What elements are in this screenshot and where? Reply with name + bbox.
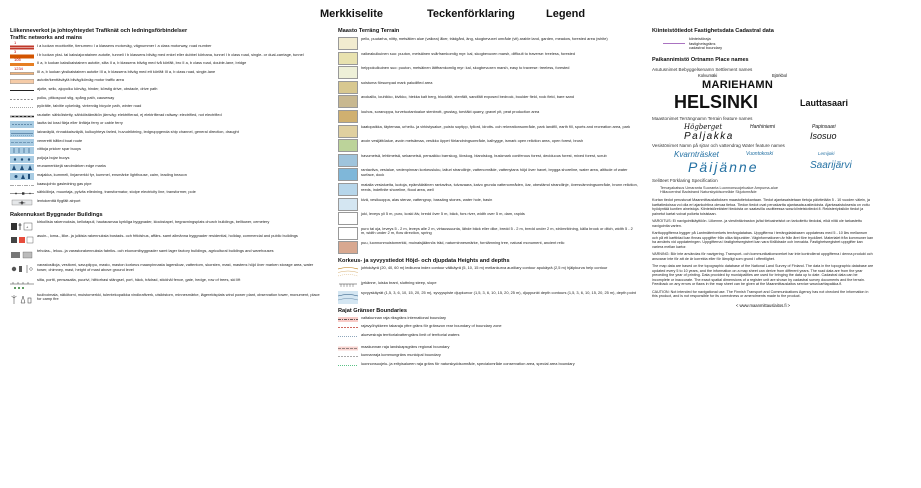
legend-text: puro tai oja, leveys 5 - 2 m, leveys alle 2 m, virtaussuunta, lähde bäck eller dike, bredd 5 - 2 m, bredd under 2 m, strömriktning, källa brook or ditch, width 5 - 2 m, width under 2 m, flow direction, spring xyxy=(361,225,633,236)
terrain-row xyxy=(338,241,638,254)
terrain-swatch xyxy=(338,37,358,50)
terrain-swatch xyxy=(338,81,358,94)
legend-row xyxy=(10,164,320,171)
lemijoki-label: Lemijoki xyxy=(818,151,835,157)
road-number: 1234 xyxy=(14,65,23,71)
legend-row xyxy=(10,199,320,206)
legend-text: asuin-, loma-, liike- ja julkisia rakennuksia bostads- och fritidshus, affärs- samt allmänna byggnader residential, holiday, commercial and public buildings xyxy=(37,233,298,239)
terrain-list xyxy=(338,37,638,254)
legend-row xyxy=(338,324,638,331)
water-samples xyxy=(652,148,892,178)
legend-text: maakunnan raja landskapsgräns regional boundary xyxy=(361,343,450,349)
legend-row xyxy=(10,182,320,189)
terrain-swatch xyxy=(338,66,358,79)
legend-row xyxy=(338,281,638,289)
regional-boundary-symbol xyxy=(338,345,358,352)
place-names-heading: Paikannimistö Ortnamn Place names xyxy=(652,57,749,64)
footer-url: < www.maanmittauslaitos.fi > xyxy=(735,302,791,308)
ferry-symbol xyxy=(10,121,34,128)
terrain-swatch xyxy=(338,168,358,181)
legend-row xyxy=(10,190,320,197)
legend-row xyxy=(10,130,320,137)
legend-text: veneretti båtled boat route xyxy=(37,137,83,143)
spec-row-2: Hiilaocentral Badstrand Naturskyddsområde Skjutområde xyxy=(660,190,757,195)
legend-row xyxy=(338,345,638,352)
legend-row xyxy=(10,113,320,120)
terrain-row xyxy=(338,37,638,50)
terrain-swatch xyxy=(338,241,358,254)
terrain-row xyxy=(338,212,638,225)
relief-list xyxy=(338,266,638,303)
legend-text: II a, b luokan kaksikaistainen autotie, silta II a, b klassens bilväg med två körfält, bro II a, b class road, double-lane, bridge xyxy=(37,60,247,66)
legend-row xyxy=(338,333,638,340)
territorial-waters-symbol xyxy=(338,333,358,340)
factory-building-icon xyxy=(10,249,34,262)
legend-row xyxy=(10,263,320,276)
drive-path-symbol xyxy=(10,87,34,94)
terrain-swatch xyxy=(338,52,358,65)
legend-text: pyörätie, talvitie cykelväg, vinterväg bicycle path, winter road xyxy=(37,103,142,109)
hanhiniemi-label: Hanhiniemi xyxy=(750,124,776,131)
terrain-row xyxy=(338,198,638,211)
legend-row xyxy=(662,37,892,51)
terrain-row xyxy=(338,95,638,108)
traffic-heading-fi: Liikenneverkot ja johtoyhteydet Trafiknät och ledningsförbindelser xyxy=(10,28,188,34)
legend-text: polku, pitkospuut stig, spång path, causeway xyxy=(37,94,115,100)
terrain-swatch xyxy=(338,139,358,152)
property-heading: Kiinteistötiedot Fastighetsdata Cadastral data xyxy=(652,28,774,34)
settlement-samples xyxy=(652,72,892,116)
legend-text: ajotie, selic, ajopolku körväg, hinder, körstig drive, obstacle, drive path xyxy=(37,85,158,91)
traffic-heading xyxy=(10,28,320,42)
legend-row xyxy=(10,87,320,94)
note-paragraph: The map data are based on the topographic database of the National Land Survey of Finland. The data in the topographic database are updated every 5 to 10 years, and the information on a map sheet can derive from different years. The road data are from the year preceding the year of printing. Data provided by municipalities are used for bringing the data up to date. Cadastral data can be incomplete or inaccurate. The exact spatial dimensions of a register unit are shown by cadastral survey documents and the terrain. Feedback on any errors or flaws in the map sheet can be given at the Maanmittauslaitos service www.karttapaikka.fi. xyxy=(652,264,874,287)
terrain-heading: Maasto Terräng Terrain xyxy=(338,28,400,34)
note-paragraph: VAROITUS: Ei navigointikäyttöön. Liikenne- ja viestintäviraston ja/tai tietoaineistot on tarkoitettu tiedoksi, eikä niitä ole tarkastettu navigointia varten. xyxy=(652,219,863,228)
kolvumaki-label: Kolvumäki xyxy=(698,73,718,79)
path-symbol xyxy=(10,96,34,103)
legend-text: havumetsä, lehtimetsä, sekametsä, pensaikko barrskog, lövskog, blandskog, buskmark coniferous forest, deciduous forest, mixed forest, scrub xyxy=(361,152,607,158)
saarijarvi-label: Saarijärvi xyxy=(810,160,852,172)
terrain-row xyxy=(338,227,638,240)
fence-icon xyxy=(10,278,34,291)
kvarntrasket-label: Kvarnträsket xyxy=(674,150,719,160)
info-column xyxy=(652,28,892,308)
legend-text: rantaviiva, vesialue, vedenpinnan korkeusluku, laituri strandlinje, vattenområde, vattenytans höjd över havet, brygga shoreline, water area, altitude of water surface, dock xyxy=(361,167,628,178)
depth-contour-symbol xyxy=(338,291,358,304)
legend-row xyxy=(338,266,638,279)
terrain-row xyxy=(338,183,638,196)
terrain-row xyxy=(338,168,638,181)
note-paragraph: VARNING: Bör inte användas för navigering. Transport- och kommunikationsverket har inte kontrollerat uppgifterna i denna produkt och ansvarar inte för att de är korrekta eller för lämpligt som grund i offentlighet. xyxy=(652,252,873,261)
note-paragraph: Kortan tiedot perustuvat Maanmittauslaitoksen maastotietokantaan. Tiedot ajantasaistetaan tietoja päivitetään 5 - 10 vuoden välein, ja karttatiedoissa voi olla eri ajankohtina olevaa tietoa. Tiedon tiedot ovat peruskartta ajantasaisuustiedoista. Ajantasaistuksesta on voitu hyödyntää kuntien aineistoja. Kiinteistörekisteri tiedoista on saatavilla osoitteessa www.kiinteistotiedot.fi. Rekisteriyksikön tiedot ja painetut kartat voivat poiketa toisistaan. xyxy=(652,198,870,216)
legend-text: pello, puutarha, niitty, metsätien alue (valkea) åker, trädgård, äng, skogbevuxet område (vit) arable land, garden, meadow, forested area (white) xyxy=(361,36,608,41)
vuontokoski-label: Vuontokoski xyxy=(746,151,774,158)
legend-row xyxy=(338,316,638,323)
specification-label: Selitteet Förklaring Specification xyxy=(652,178,718,184)
legend-row xyxy=(10,57,320,68)
legend-text: johtokäyrä (20, 40, 60 m) ledkurva index contour välikäyrä (5, 10, 15 m) mellankurva auxiliary contour apukäyrä (2,5 m) hjälpkurva help contour xyxy=(361,265,608,271)
legend-row xyxy=(10,173,320,180)
legend-row xyxy=(338,291,638,304)
terrain-row xyxy=(338,52,638,65)
legend-row xyxy=(10,234,320,247)
residential-building-icon xyxy=(10,234,34,247)
legend-text: kirkollisia rakennuksia, kellotapuli, hautausmaa kyrkliga byggnader, klockstapel, begravningsplats church buildings, belltower, cemetery xyxy=(37,218,270,224)
boundaries-list xyxy=(338,316,638,369)
legend-text: jyrkänne, luiska brant, sluttning steep, slope xyxy=(361,279,437,285)
paljakka-label: Paljakka xyxy=(684,131,734,143)
church-icon xyxy=(10,220,34,233)
legend-text: aluevesiraja territorialvattengräns limit of territorial waters xyxy=(361,331,460,337)
legend-text: laivaväylä, rinnakkaisväylä, kulkuyhteys farled, huvudriktning, ledgruppgenda ship channel, general direction, draught xyxy=(37,128,239,134)
legend-text: lautta tai lossi färja eller linfärja ferry or cable ferry xyxy=(37,120,123,126)
legend-text: III a, b luokan yksikaistainen autotie III a, b klassens bilväg med ett körfält III a, b class road, single-lane xyxy=(37,68,216,74)
legend-text: silta, portti, pensasaita, puurivi, hiittorhasi stängsel, port, häck, trädrad, stickhäl fence, gate, hedge, row of trees, ski lift xyxy=(37,277,241,283)
legend-row xyxy=(10,278,320,291)
power-line-symbol xyxy=(10,190,34,197)
relief-heading: Korkeus- ja syvyystiedot Höjd- och djupdata Heights and depths xyxy=(338,258,510,265)
legend-text: avokallio, louhikko, kivikko, hiekka kalt berg, blockfält, stenfält, sandfält exposed bedrock, boulder field, rock field, bare sand xyxy=(361,94,575,100)
legend-row xyxy=(338,362,638,369)
municipal-boundary-symbol xyxy=(338,353,358,360)
airport-icon xyxy=(10,199,34,206)
motor-traffic-area-symbol xyxy=(10,78,34,85)
conservation-area-symbol xyxy=(338,362,358,369)
legend-text: valtakunnan raja riksgräns international boundary xyxy=(361,314,446,320)
legend-text: viittoja pricker spar buoys xyxy=(37,146,81,152)
legend-row xyxy=(10,220,320,233)
contour-line-symbol xyxy=(338,266,358,279)
legend-row xyxy=(10,156,320,163)
mariehamn-label: MARIEHAMN xyxy=(702,79,774,92)
road-number: 105 xyxy=(14,57,21,63)
legend-text: I a luokan moottoritie, tienumero I a klassens motorväg, vägnummer I a class motorway, road number xyxy=(37,43,212,48)
buoy-icon xyxy=(10,156,34,163)
bjorkbol-label: Björkbol xyxy=(772,73,788,79)
terrain-row xyxy=(338,125,638,138)
terrain-swatch xyxy=(338,227,358,240)
legend-row xyxy=(10,293,320,306)
notes-block xyxy=(652,198,892,299)
legend-row xyxy=(10,121,320,128)
legend-text: autotie/kenttäväylä bilväg/körväg motor traffic area xyxy=(37,77,124,83)
spar-buoy-icon xyxy=(10,147,34,154)
lauttasaari-label: Lauttasaari xyxy=(800,98,849,109)
legend-text: soistuma försumpad mark paludified area xyxy=(361,79,433,85)
legend-row xyxy=(10,78,320,85)
buildings-list xyxy=(10,220,320,306)
legend-row xyxy=(10,96,320,103)
legend-row xyxy=(10,40,320,51)
legend-text: majakka, kummeli, linjamerkki fyr, kummel, ensmärke lighthouse, cairn, leading beacon xyxy=(37,171,187,177)
terrain-names-label: Maastonimet Terrängnamn Terrain feature names xyxy=(652,116,753,122)
legend-text: louhos, soranoppa, turvetuotantoalue stenbrott, grustag, torvtäkt quarry, gravel pit, peat production area xyxy=(361,108,540,114)
legend-text: rautatie: sähköistetty, sähköistämätön järnväg: elektrifierad, ej elektrifierad railway: electrified, not electrified xyxy=(37,111,222,117)
cadastral-boundary-symbol xyxy=(662,37,686,50)
traffic-list xyxy=(10,40,320,206)
terrain-swatch xyxy=(338,154,358,167)
svg-text:+: + xyxy=(26,224,29,230)
legend-text: syvyyskäyrät (1,5, 3, 6, 10, 15, 20, 25 m), syvyyspiste djupkurvor (1,5, 3, 6, 10, 15, 20, 25 m), djuppunkt depth contours (1,5, 3, 6, 10, 15, 20, 25 m), depth point xyxy=(361,289,636,295)
wind-turbine-icon xyxy=(10,293,34,306)
legend-text: kunnanraja kommungräns municipal boundary xyxy=(361,352,441,358)
settlement-names-label: Asutusnimet Bebyggelsenamn Settlement names xyxy=(652,67,753,73)
legend-text: joki, leveys yli 5 m, puro, koski älv, bredd över 5 m, bäck, fors river, width over 5 m, dam, rapids xyxy=(361,211,525,217)
legend-row xyxy=(10,147,320,154)
legend-text: avoin vesijättöalue, avoin metsämaa, vesikko öppet förlandningsområde, kalhygge, ismark open reliction area, open forest, brush xyxy=(361,138,584,144)
terrain-swatch xyxy=(338,198,358,211)
title-english: Legend xyxy=(546,8,586,20)
legend-text: helppokulkuinen suo: puuton, metsäinen lättframkomlig myr: kal, skogbevuxen marsh, easy to traverse: treeless, forested xyxy=(361,65,570,71)
legend-text: poijuja bojar buoys xyxy=(37,154,70,160)
terrain-row xyxy=(338,81,638,94)
water-names-label: Vesistönimet Namn på sjöar och vattendrag Water feature names xyxy=(652,143,785,149)
terrain-row xyxy=(338,154,638,167)
terrain-swatch xyxy=(338,95,358,108)
papinsaari-label: Papinsaari xyxy=(812,124,836,131)
legend-text: rajavyöhykkeen takaraja yttre gräns för gränszon rear boundary of boundary zone xyxy=(361,323,502,329)
legend-text: luonnonsuojelu- ja erityisalueen raja gräns för naturskyddsområde, specialområde conservation area, special area boundary xyxy=(361,360,575,366)
legend-text: kivä, vesikuoppa, alas stenar, vattengrop, bassäng stones, water hole, basin xyxy=(361,196,493,202)
ship-channel-symbol xyxy=(10,130,34,137)
legend-text: varastosiiloja, vesitorni, savupiippu, masto, maston korkeus maanpinnasta lagersiloar, vattentorn, skorsten, mast, mastens höjd över marken storage area, water tower, chimney, mast, height of mast above ground level xyxy=(37,262,314,273)
helsinki-label: HELSINKI xyxy=(674,92,759,113)
title-finnish: Merkkiselite xyxy=(320,8,383,20)
terrain-swatch xyxy=(338,183,358,196)
legend-text: kaatopaikka, täytemaa, urheilu- ja virkistysalue, puisto soptipp, fyllord, idrotts- och rekreationsområde, park landfill, earth fill, sports and recreation area, park xyxy=(361,123,631,129)
boundaries-heading: Rajat Gränser Boundaries xyxy=(338,307,408,314)
boat-route-symbol xyxy=(10,139,34,146)
terrain-swatch xyxy=(338,110,358,123)
terrain-row xyxy=(338,139,638,152)
specification-samples xyxy=(660,186,892,194)
legend-row xyxy=(10,104,320,111)
hogberget-label: Högberget xyxy=(684,123,723,132)
road-number: 1 xyxy=(14,40,17,45)
title-swedish: Teckenförklaring xyxy=(427,8,515,20)
paijanne-label: Päijänne xyxy=(688,159,759,176)
legend-text: tuulivoimala, näkötorni, muistomerkki, tulentekopaikka vindkraftverk, utsiktstorn, minnesmärke, lägereldsplats wind power plant, observation tower, monument, place for camp fire xyxy=(37,291,320,302)
buildings-heading: Rakennukset Byggnader Buildings xyxy=(10,211,103,218)
terrain-swatch xyxy=(338,212,358,225)
spec-row-1: Tervayakatsus Umaranta Suoranta Luonnonsuojelualue Ampuma-alue xyxy=(660,186,778,191)
legend-text: reunamerkkejä randmärken edge marks xyxy=(37,163,106,169)
property-text xyxy=(689,37,722,51)
legend-text: sähkölinja, muuntaja, pylväs elledning, transformator, stolpe electricity line, transformer, pole xyxy=(37,189,196,195)
property-line: kiinteistöraja xyxy=(689,36,711,41)
terrain-samples xyxy=(652,121,892,143)
legend-row xyxy=(10,65,320,77)
legend-row xyxy=(10,249,320,262)
isosuo-label: Isosuo xyxy=(810,131,837,142)
legend-text: matalia vesialueita, luotoja, epämääräinen rantaviiva, tulvavaara, kaivo grunda vattenområden, öar, obestämd strandlinje, översvämningsområde, brunn reliction, reeds, indefinite shoreline, flood area, well xyxy=(361,181,638,192)
traffic-heading-en: Traffic networks and mains xyxy=(10,35,83,41)
legend-text: vaikeakulkuinen suo: puuton, metsäinen svårframkomlig myr: kal, skogbevuxen marsh, difficult to traverse: treeless, forested xyxy=(361,50,576,56)
terrain-row xyxy=(338,66,638,79)
terrain-column xyxy=(338,28,638,370)
road-number: 3 xyxy=(14,48,17,54)
legend-text: I b luokan yksi- tai kaksiajoratainen autotie, tunneli I b klassens bilväg med enkel eller dubbel körbana, tunnel I b class road, single- or dual-carriage, tunnel xyxy=(37,51,304,57)
title-row xyxy=(0,8,921,26)
bicycle-path-symbol xyxy=(10,104,34,111)
note-paragraph: CAUTION: Not intended for navigational use. The Finnish Transport and Communications Agency has not checked the information in this product, and is not responsible for its correctness or amendments made to the product. xyxy=(652,289,869,299)
legend-text: lentokenttä flygfält airport xyxy=(37,197,81,203)
legend-text: teholas-, lekuu- ja varastorakennuksia fabriks- och ekonomibyggnader samt lager factory buildings, agricultural buildings and warehouses xyxy=(37,247,274,253)
property-line: cadastral boundary xyxy=(689,45,723,51)
edge-mark-icon xyxy=(10,164,34,171)
steep-slope-symbol xyxy=(338,281,358,289)
note-paragraph: Karttuppgifterna bygger på Lantmäteriverkets terrängdatabas. Uppgifterna i terrängdatabasen uppdateras med 5 - 10 års mellanrum och på ett karttblad kan finnas uppgifter från olika tidpunkter. Väginformationen är från året före tryckåret. Materialet från kommuner kan ha använts vid uppdateringen. Uppgifterna i fastighetsregistret kan vara föråldrade och inexakta. Fastighetsregistret uppgifter kan variera mellan kartor. xyxy=(652,231,874,249)
lighthouse-icon xyxy=(10,173,34,180)
property-line: fastighetsgräns xyxy=(689,40,716,46)
gas-pipe-symbol xyxy=(10,182,34,189)
terrain-swatch xyxy=(338,125,358,138)
traffic-column xyxy=(10,28,320,307)
legend-text: puu, luonnonmuistomerkki, muinaisjäännös träd, naturminnesmärke, fornlämning tree, natural monument, ancient relic xyxy=(361,240,565,246)
class-iiia-road-symbol xyxy=(10,65,34,77)
international-boundary-symbol xyxy=(338,316,358,323)
railway-symbol xyxy=(10,113,34,120)
legend-row xyxy=(10,139,320,146)
legend-row xyxy=(338,353,638,360)
boundary-zone-symbol xyxy=(338,324,358,331)
terrain-row xyxy=(338,110,638,123)
legend-text: kaasujohto gasledning gas pipe xyxy=(37,180,92,186)
water-tower-icon xyxy=(10,263,34,276)
